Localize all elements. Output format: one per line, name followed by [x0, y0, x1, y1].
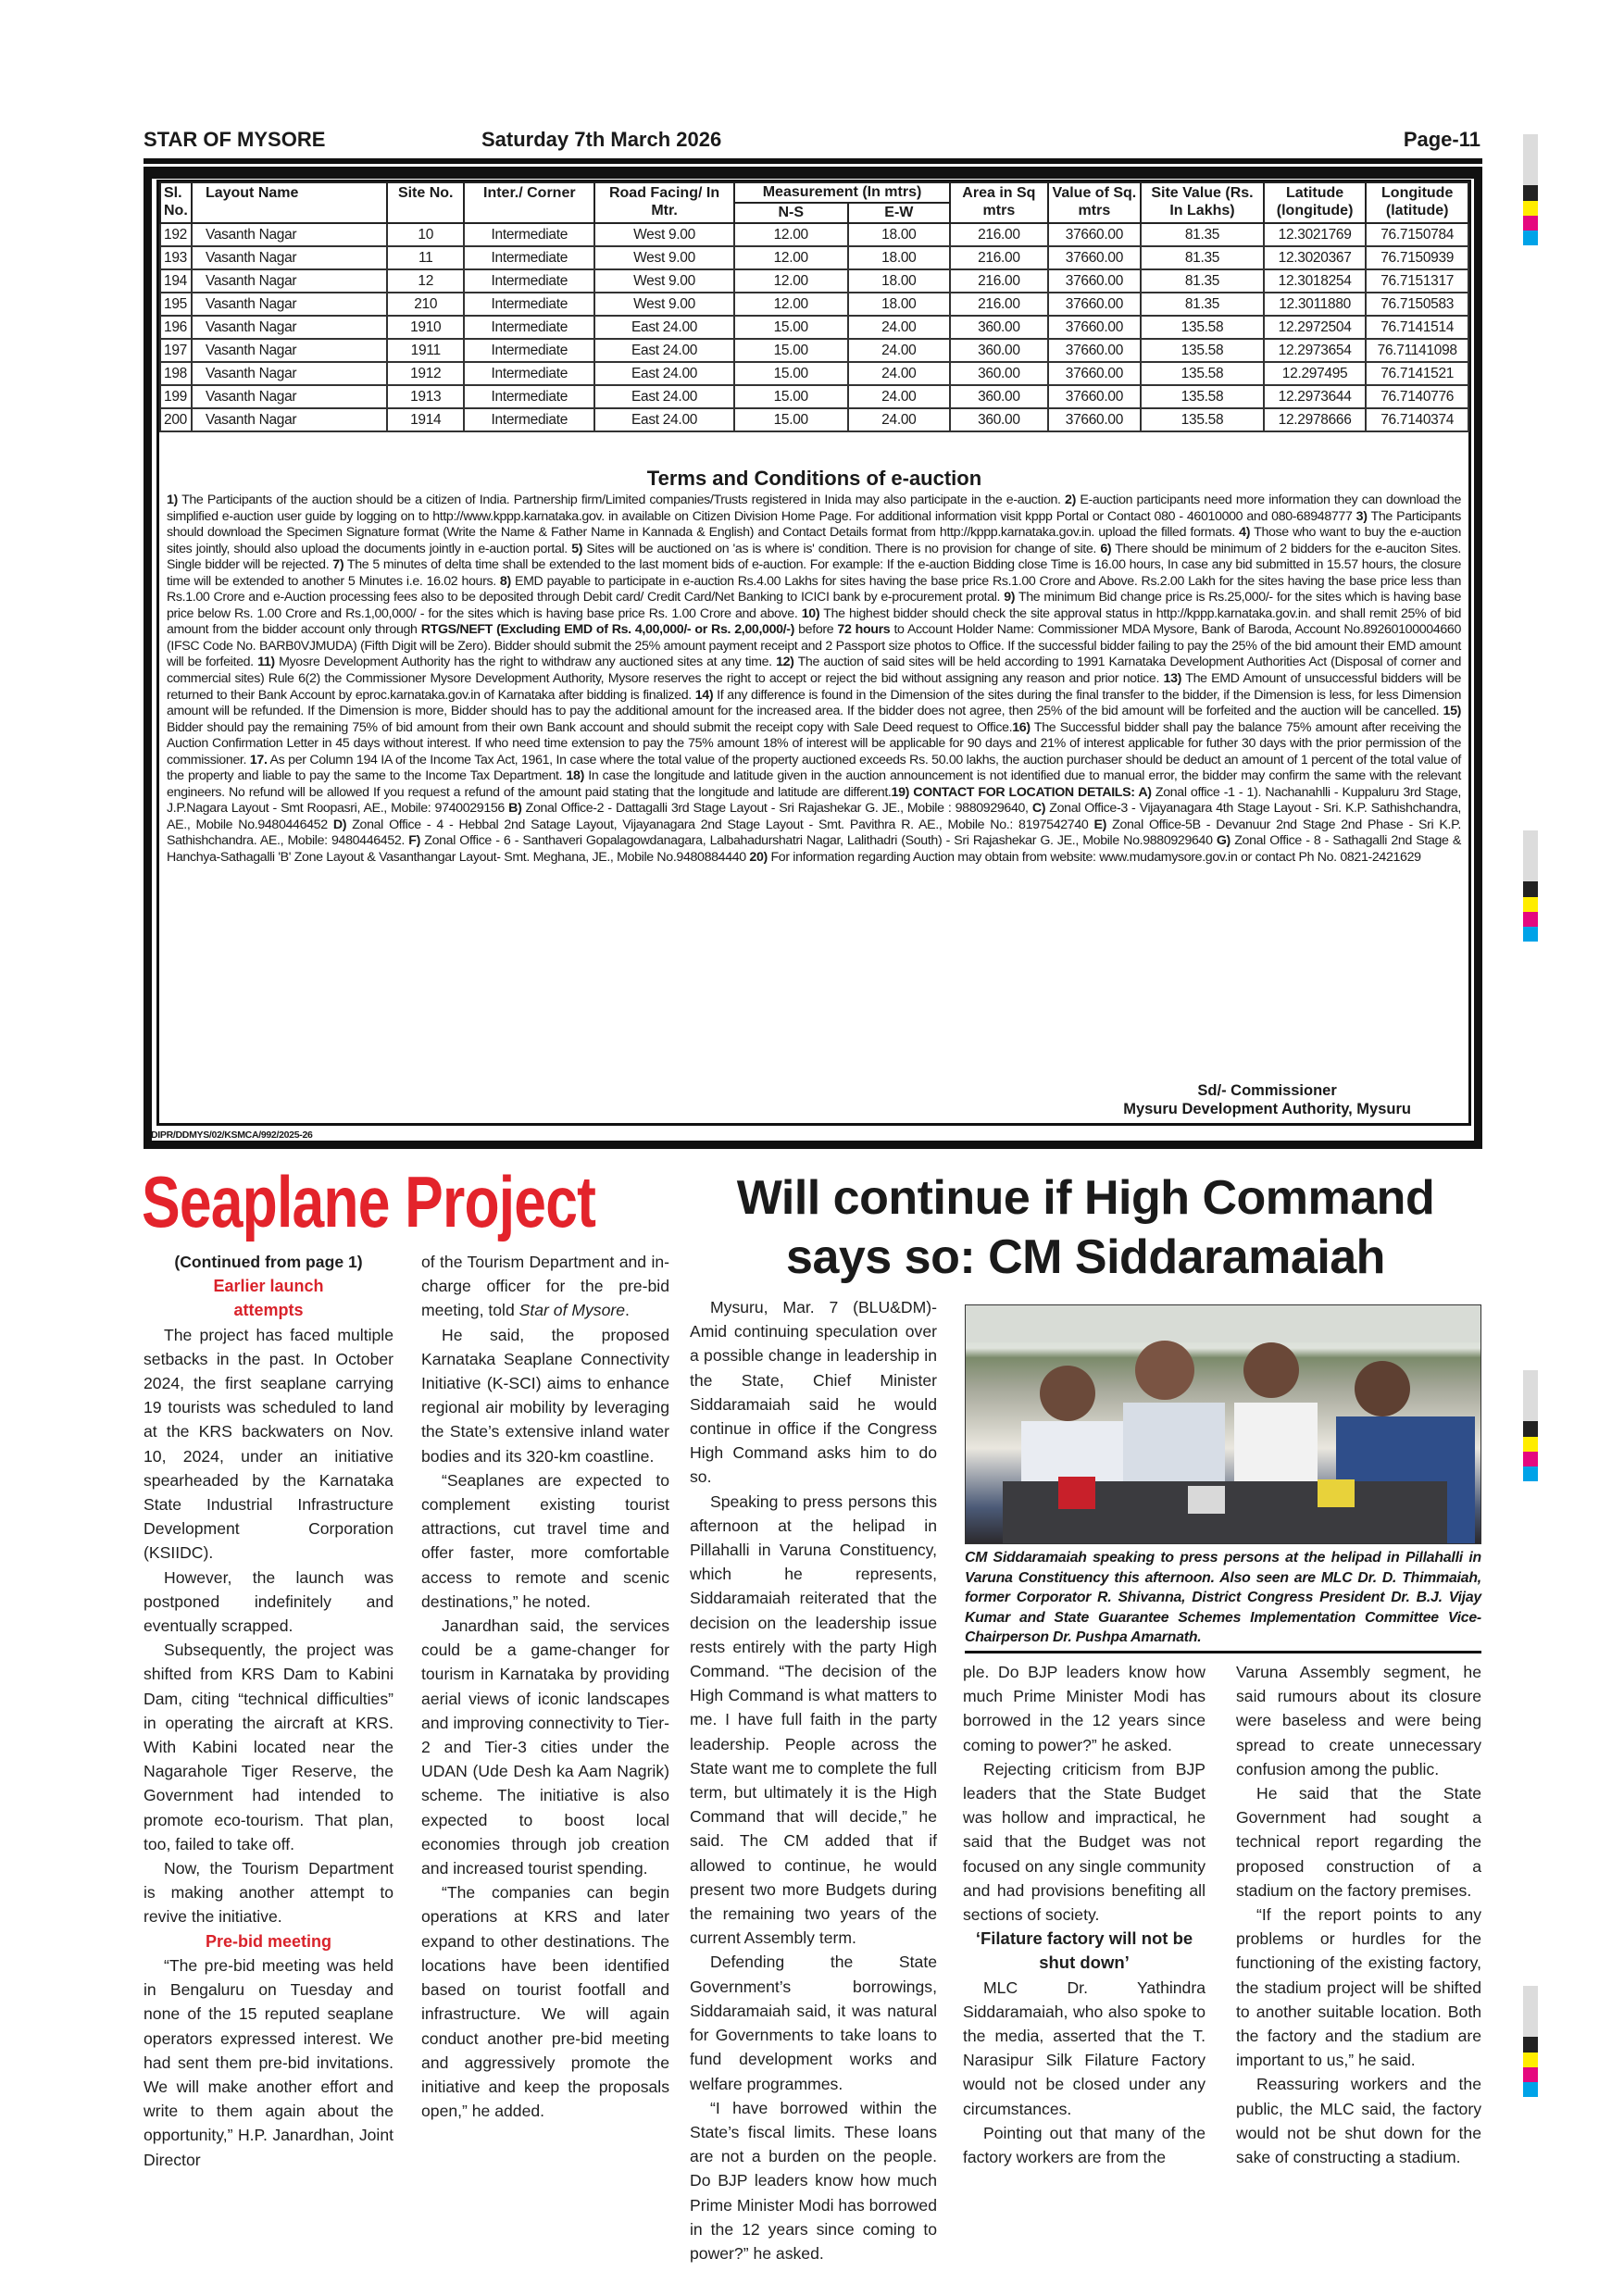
cell-road-facing: West 9.00	[594, 293, 734, 316]
col-header-layout-name: Layout Name	[192, 182, 387, 223]
cell-latitude: 12.3021769	[1264, 223, 1367, 246]
cell-ew: 24.00	[848, 339, 951, 362]
cell-ns: 12.00	[734, 223, 848, 246]
cell-latitude: 12.2973654	[1264, 339, 1367, 362]
paragraph: Defending the State Government’s borrowings, Siddaramaiah said, it was natural for Governments to take loans to fund development works and welfare programmes.	[690, 1953, 937, 2093]
cell-latitude: 12.297495	[1264, 362, 1367, 385]
publication-name: Star of Mysore	[518, 1301, 626, 1320]
cell-inter-corner: Intermediate	[464, 362, 594, 385]
photo-caption: CM Siddaramaiah speaking to press persons at the helipad in Pillahalli in Varuna Constituency this afternoon. Also seen are MLC Dr. D. Thimmaiah, former Corporator R. Shivanna, District Congress President Dr. B.J. Vijay Kumar and State Guarantee Schemes Implementation Committee Vice-Chairperson Dr. Pushpa Amarnath.	[965, 1550, 1481, 1645]
term-number: 2)	[1065, 493, 1076, 507]
signoff-authority: Mysuru Development Authority, Mysuru	[1123, 1101, 1411, 1117]
term-number: 7)	[332, 557, 344, 573]
cell-site-no: 1914	[387, 408, 464, 431]
term-number: 13)	[1163, 671, 1182, 687]
signoff	[1123, 1081, 1411, 1118]
cell-latitude: 12.2973644	[1264, 385, 1367, 408]
cell-road-facing: West 9.00	[594, 269, 734, 293]
cell-ew: 18.00	[848, 246, 951, 269]
cell-layout-name: Vasanth Nagar	[192, 362, 387, 385]
paragraph: However, the launch was postponed indefinitely and eventually scrapped.	[144, 1567, 394, 1636]
term-text: E-auction participants need more information they can download the simplified e-auction user guide by logging on to http://www.kppp.karnataka.gov. in available on Citizen Division Home Page. For additional information visit kppp Portal or Contact 080 - 46010000 and 080-68948777	[167, 493, 1461, 524]
term-number: 19) CONTACT FOR LOCATION DETAILS: A)	[891, 784, 1152, 800]
cell-site-no: 1911	[387, 339, 464, 362]
cell-longitude: 76.7140374	[1366, 408, 1468, 431]
cell-layout-name: Vasanth Nagar	[192, 339, 387, 362]
cell-area: 216.00	[950, 293, 1048, 316]
cm-column-3	[1236, 1660, 1481, 2169]
cell-sl-no: 192	[160, 223, 192, 246]
cell-value: 37660.00	[1048, 362, 1142, 385]
cell-latitude: 12.2978666	[1264, 408, 1367, 431]
term-number: 8)	[499, 573, 511, 589]
cell-inter-corner: Intermediate	[464, 408, 594, 431]
cell-ew: 24.00	[848, 385, 951, 408]
cell-area: 216.00	[950, 223, 1048, 246]
paragraph: Reassuring workers and the public, the MLC said, the factory would not be shut down for the sake of constructing a stadium.	[1236, 2075, 1481, 2167]
col-header-value: Value of Sq. mtrs	[1048, 182, 1142, 223]
subhead-filature: ‘Filature factory will not be shut down’	[975, 1928, 1193, 1973]
term-text: In case the longitude and latitude given in the auction announcement is not identified due to manual error, the bidder may confirm the same with the relevant engineers. No refund will be allowed If you request a refund of the amount paid stating that the longitude and latitude are different.	[167, 768, 1461, 800]
cell-ew: 24.00	[848, 408, 951, 431]
cell-longitude: 76.7140776	[1366, 385, 1468, 408]
cell-area: 360.00	[950, 408, 1048, 431]
cell-layout-name: Vasanth Nagar	[192, 293, 387, 316]
paragraph	[421, 1250, 669, 1323]
cell-site-value: 135.58	[1141, 316, 1264, 339]
cell-road-facing: East 24.00	[594, 408, 734, 431]
paragraph: Now, the Tourism Department is making another attempt to revive the initiative.	[144, 1859, 394, 1927]
table-row	[160, 293, 1468, 316]
term-number: 18)	[566, 768, 584, 784]
col-header-measurement: Measurement (In mtrs)	[734, 182, 950, 203]
paragraph-continued: Varuna Assembly segment, he said rumours about its closure were baseless and were being spread to create unnecessary confusion among the public.	[1236, 1663, 1481, 1778]
term-text: EMD payable to participate in e-auction Rs.4.00 Lakhs for sites having the base price Rs.1.00 Crore and Above. Rs.2.00 Lakh for the sites having the base price less than Rs.1.00 Crore and e-Auction processing fees also to be deposited through Debit card/ Credit Card/Net Banking to ICICI bank by e-procurement protal.	[167, 573, 1461, 605]
text-span: of the Tourism Department and in-charge officer for the pre-bid meeting, told	[421, 1253, 669, 1320]
table-row	[160, 269, 1468, 293]
paragraph: He said that the State Government had sought a technical report regarding the proposed construction of a stadium on the factory premises.	[1236, 1784, 1481, 1900]
term-number: C)	[1031, 801, 1046, 817]
cell-value: 37660.00	[1048, 408, 1142, 431]
seaplane-column-1	[144, 1250, 394, 2172]
cell-ns: 15.00	[734, 385, 848, 408]
cell-ew: 18.00	[848, 293, 951, 316]
col-header-latitude: Latitude (longitude)	[1264, 182, 1367, 223]
term-text: The 5 minutes of delta time shall be extended to the last moment bids of e-auction. For example: If the e-auction Bidding close Time is 16.00 hours, In case any bid submitted in 15.57 hours, the closure time will be extended to another 5 Minutes i.e. 16.02 hours.	[167, 557, 1461, 589]
cell-site-value: 81.35	[1141, 246, 1264, 269]
term-number: 10)	[801, 605, 820, 621]
term-number: D)	[332, 817, 347, 832]
col-header-ew: E-W	[848, 203, 951, 223]
term-number: 12)	[776, 655, 794, 670]
term-text: before	[794, 622, 838, 638]
press-photo	[965, 1304, 1481, 1544]
cell-area: 360.00	[950, 316, 1048, 339]
term-number: G)	[1216, 833, 1230, 849]
paragraph: Subsequently, the project was shifted from KRS Dam to Kabini Dam, citing “technical difficulties” in operating the aircraft at KRS. With Kabini located near the Nagarahole Tiger Reserve, the Government had intended to promote eco-tourism. That plan, too, failed to take off.	[144, 1641, 394, 1853]
cell-sl-no: 196	[160, 316, 192, 339]
table-row	[160, 316, 1468, 339]
term-text: The auction of said sites will be held according to 1991 Karnataka Development Authorities Act (Disposal of corner and commercial sites) Rule 6(2) the Commissioner Mysore Development Authority, Mysore reserves the right to accept or reject the bid without assigning any reason and prior notice.	[167, 655, 1461, 687]
cell-sl-no: 198	[160, 362, 192, 385]
term-number: 16)	[1012, 719, 1031, 735]
cell-ew: 24.00	[848, 362, 951, 385]
paragraph: Janardhan said, the services could be a game-changer for tourism in Karnataka by providing aerial views of iconic landscapes and improving connectivity to Tier-2 and Tier-3 cities under the UDAN (Ude Desh ka Aam Nagrik) scheme. The initiative is also expected to boost local economies through job creation and increased tourist spending.	[421, 1616, 669, 1878]
cell-inter-corner: Intermediate	[464, 293, 594, 316]
cell-ns: 12.00	[734, 293, 848, 316]
cell-longitude: 76.7151317	[1366, 269, 1468, 293]
term-number: 15)	[1443, 704, 1461, 719]
cell-site-no: 210	[387, 293, 464, 316]
paragraph: MLC Dr. Yathindra Siddaramaiah, who also spoke to the media, asserted that the T. Narasipur Silk Filature Factory would not be closed under any circumstances.	[963, 1978, 1206, 2118]
cell-site-value: 81.35	[1141, 293, 1264, 316]
paragraph: “The pre-bid meeting was held in Bengaluru on Tuesday and none of the 15 reputed seaplane operators expressed interest. We had sent them pre-bid invitations. We will make another effort and write to them again about the opportunity,” H.P. Janardhan, Joint Director	[144, 1955, 394, 2169]
cell-area: 216.00	[950, 246, 1048, 269]
col-header-ns: N-S	[734, 203, 848, 223]
cell-area: 360.00	[950, 362, 1048, 385]
term-text: The minimum Bid change price is Rs.25,000/- for the sites which is having base price below Rs. 1.00 Crore and Rs.1,00,000/ - for the sites which is having base price Rs. 1.00 Crore and above.	[167, 590, 1461, 621]
cell-longitude: 76.7150583	[1366, 293, 1468, 316]
seaplane-headline: Seaplane Project	[142, 1161, 596, 1242]
photo-placeholder-icon	[966, 1305, 1481, 1544]
cell-ns: 12.00	[734, 269, 848, 293]
cell-site-no: 11	[387, 246, 464, 269]
cell-ew: 18.00	[848, 223, 951, 246]
col-header-sl-no: Sl. No.	[160, 182, 192, 223]
cell-ns: 12.00	[734, 246, 848, 269]
cell-layout-name: Vasanth Nagar	[192, 246, 387, 269]
cm-column-2	[963, 1660, 1206, 2169]
terms-title: Terms and Conditions of e-auction	[646, 467, 982, 490]
cell-site-value: 135.58	[1141, 385, 1264, 408]
term-text: Zonal Office - 6 - Santhaveri Gopalagowdanagara, Lalbahadurshatri Nagar, Lalithadri (South) - Sri Rajashekar G. JE., Mobile No.9880929640	[419, 833, 1217, 849]
paragraph: Speaking to press persons this afternoon at the helipad in Pillahalli in Varuna Constituency, which he represents, Siddaramaiah reiterated that the decision on the leadership issue rests entirely with the party High Command. “The decision of the High Command is what matters to me. I have full faith in the party leadership. People across the State want me to complete the full term, but ultimately it is the High Command that will decide,” he said. The CM added that if allowed to continue, he would present two more Budgets during the remaining two years of the current Assembly term.	[690, 1491, 937, 1948]
paragraph: “If the report points to any problems or hurdles for the functioning of the existing factory, the stadium project will be shifted to another suitable location. Both the factory and the stadium are important to us,” he said.	[1236, 1905, 1481, 2070]
term-text: Zonal Office - 8 - Sathagalli 2nd Stage & Hanchya-Sathagalli 'B' Zone Layout & Vasanthangar Layout- Smt. Meghana, JE., Mobile No.9480884440	[167, 833, 1461, 866]
dipr-code: DIPR/DDMYS/02/KSMCA/992/2025-26	[151, 1129, 313, 1141]
cell-site-no: 12	[387, 269, 464, 293]
table-row	[160, 339, 1468, 362]
cell-longitude: 76.71141098	[1366, 339, 1468, 362]
cell-longitude: 76.7141521	[1366, 362, 1468, 385]
term-text: For information regarding Auction may obtain from website: www.mudamysore.gov.in or contact Ph No. 0821-2421629	[767, 850, 1421, 866]
cell-sl-no: 199	[160, 385, 192, 408]
term-text: Zonal Office-5B - Devanuur 2nd Stage 2nd Phase - Sri K.P. Sathishchandra. AE., Mobile: 9480446452.	[167, 817, 1461, 849]
paragraph: Mysuru, Mar. 7 (BLU&DM)- Amid continuing speculation over a possible change in leadership in the State, Chief Minister Siddaramaiah said he would continue in office if the Congress High Command asks him to do so.	[690, 1298, 937, 1487]
caption-rule	[965, 1651, 1481, 1653]
term-text: Zonal Office-3 - Vijayanagara 4th Stage Layout - Sri. K.P. Sathishchandra, AE., Mobile No.9480446452	[167, 801, 1462, 832]
paragraph: Pointing out that many of the factory workers are from the	[963, 2123, 1206, 2167]
term-text: If any difference is found in the Dimension of the sites during the final transfer to the bidder, if the Dimension is less, for less Dimension amount will be refunded. If the Dimension is more, Bidder should has to pay the additional amount for the increased area. If the bidder does not agree, then 25% of the bid amount will be forfeited and the auction will be cancelled.	[167, 687, 1461, 719]
col-header-area: Area in Sq mtrs	[950, 182, 1048, 223]
cell-sl-no: 197	[160, 339, 192, 362]
term-number: 4)	[1239, 525, 1251, 541]
cell-layout-name: Vasanth Nagar	[192, 316, 387, 339]
subhead-pre-bid: Pre-bid meeting	[205, 1931, 332, 1951]
term-number: 17.	[249, 752, 268, 767]
cell-ns: 15.00	[734, 316, 848, 339]
cell-inter-corner: Intermediate	[464, 223, 594, 246]
cell-sl-no: 200	[160, 408, 192, 431]
term-text: The highest bidder should check the site approval status in http://kppp.karnataka.gov.in. and shall remit 25% of bid amount from the bidder account only through	[167, 605, 1461, 638]
issue-date: Saturday 7th March 2026	[481, 128, 722, 151]
cell-ns: 15.00	[734, 339, 848, 362]
cell-latitude: 12.3011880	[1264, 293, 1367, 316]
cell-value: 37660.00	[1048, 223, 1142, 246]
color-registration-mark	[1523, 1986, 1538, 2097]
cell-layout-name: Vasanth Nagar	[192, 408, 387, 431]
color-registration-mark	[1523, 134, 1538, 245]
term-number: E)	[1093, 817, 1107, 832]
cell-longitude: 76.7150784	[1366, 223, 1468, 246]
term-text: Zonal Office-2 - Dattagalli 3rd Stage Layout - Sri Rajashekar G. JE., Mobile : 9880929640,	[521, 801, 1032, 817]
term-text: Bidder should pay the remaining 75% of bid amount from their own Bank account and should submit the receipt copy with Sale Deed request to Office.	[167, 719, 1013, 735]
term-number: 9)	[1004, 590, 1016, 605]
terms-body	[167, 493, 1461, 867]
term-number: F)	[408, 833, 420, 849]
color-registration-mark	[1523, 830, 1538, 942]
color-registration-mark	[1523, 1370, 1538, 1481]
cm-headline: Will continue if High Command says so: CM Siddaramaiah	[736, 1171, 1435, 1284]
cell-longitude: 76.7150939	[1366, 246, 1468, 269]
term-text: The Successful bidder shall pay the balance 75% amount after receiving the Auction Confirmation Letter in 45 days without interest. If who need time extension to pay the 75% amount 18% of interest will be applicable for 90 days and 21% of interest applicable for futher 30 days with the prior permission of the commissioner.	[167, 719, 1461, 767]
term-number: 5)	[571, 541, 583, 556]
col-header-inter-corner: Inter./ Corner	[464, 182, 594, 223]
paper-name: STAR OF MYSORE	[144, 128, 326, 151]
cell-layout-name: Vasanth Nagar	[192, 385, 387, 408]
term-number: 1)	[167, 493, 178, 507]
paragraph: He said, the proposed Karnataka Seaplane Connectivity Initiative (K-SCI) aims to enhance regional air mobility by leveraging the State’s extensive inland water bodies and its 320-km coastline.	[421, 1325, 669, 1466]
header-rule	[144, 158, 1482, 164]
cell-latitude: 12.3020367	[1264, 246, 1367, 269]
cell-site-value: 135.58	[1141, 408, 1264, 431]
cell-sl-no: 195	[160, 293, 192, 316]
cell-ns: 15.00	[734, 362, 848, 385]
cell-area: 360.00	[950, 385, 1048, 408]
table-row	[160, 246, 1468, 269]
cell-latitude: 12.2972504	[1264, 316, 1367, 339]
cell-site-value: 135.58	[1141, 362, 1264, 385]
cell-value: 37660.00	[1048, 293, 1142, 316]
signoff-title: Sd/- Commissioner	[1197, 1082, 1337, 1099]
cell-road-facing: West 9.00	[594, 223, 734, 246]
cell-road-facing: East 24.00	[594, 362, 734, 385]
cell-site-value: 81.35	[1141, 269, 1264, 293]
cell-layout-name: Vasanth Nagar	[192, 223, 387, 246]
term-number: 20)	[749, 850, 768, 866]
col-header-road-facing: Road Facing/ In Mtr.	[594, 182, 734, 223]
table-row	[160, 362, 1468, 385]
term-text: The Participants should download the Specimen Signature format (Write the Name & Father Name in Kannada & English) and Contact Details format from http://kppp.karnataka.gov.in. upload the filled formats.	[167, 508, 1462, 541]
cell-ew: 18.00	[848, 269, 951, 293]
cell-road-facing: East 24.00	[594, 385, 734, 408]
term-text: Myosre Development Authority has the right to withdraw any auctioned sites at any time.	[274, 655, 777, 670]
cell-inter-corner: Intermediate	[464, 269, 594, 293]
table-row	[160, 385, 1468, 408]
term-text: Sites will be auctioned on 'as is where is' condition. There is no provision for change of site.	[582, 541, 1101, 556]
term-text: to Account Holder Name: Commissioner MDA Mysore, Bank of Baroda, Account No.89260100004660 (IFSC Code No. BARB0VJMUDA) (Fifth Digit will be Zero). Bidder should submit the 25% amount payment receipt and 2 Passport size photos to Office. If the successful bidder failing to pay the 25% of the bid amount their EMD amount will be forfeited.	[167, 622, 1461, 670]
term-number: 72 hours	[837, 622, 891, 638]
subhead-earlier-launch: Earlier launch attempts	[213, 1277, 324, 1320]
seaplane-column-2	[421, 1250, 669, 2123]
cell-ns: 15.00	[734, 408, 848, 431]
col-header-site-no: Site No.	[387, 182, 464, 223]
cell-site-no: 1912	[387, 362, 464, 385]
term-text: Zonal office -1 - 1). Nachanahlli - Kuppaluru 3rd Stage, J.P.Nagara Layout - Smt Roopasri, AE., Mobile: 9740029156	[167, 784, 1461, 817]
cm-column-1	[690, 1295, 937, 2265]
cell-inter-corner: Intermediate	[464, 246, 594, 269]
paragraph: “The companies can begin operations at KRS and later expand to other destinations. The locations have been identified based on tourist footfall and infrastructure. We will again conduct another pre-bid meeting and aggressively promote the initiative and keep the proposals open,” he added.	[421, 1883, 669, 2121]
term-text: There should be minimum of 2 bidders for the e-auciton Sites. Single bidder will be rejected.	[167, 541, 1462, 573]
cell-value: 37660.00	[1048, 246, 1142, 269]
cell-site-value: 81.35	[1141, 223, 1264, 246]
cell-value: 37660.00	[1048, 385, 1142, 408]
cell-road-facing: West 9.00	[594, 246, 734, 269]
continued-note: (Continued from page 1)	[174, 1253, 363, 1271]
text-span: .	[625, 1301, 630, 1320]
table-row	[160, 408, 1468, 431]
paragraph: The project has faced multiple setbacks in the past. In October 2024, the first seaplane carrying 19 tourists was scheduled to land at the KRS backwaters on Nov. 10, 2024, under an initiative spearheaded by the Karnataka State Industrial Infrastructure Development Corporation (KSIIDC).	[144, 1325, 394, 1563]
term-number: B)	[508, 801, 522, 817]
term-text: Those who want to buy the e-auction sites jointly, should also upload the documents jointly in e-auction portal.	[167, 525, 1461, 556]
cell-inter-corner: Intermediate	[464, 385, 594, 408]
cell-inter-corner: Intermediate	[464, 316, 594, 339]
cell-sl-no: 193	[160, 246, 192, 269]
term-number: 3)	[1355, 508, 1368, 524]
term-number: 11)	[257, 655, 275, 670]
col-header-longitude: Longitude (latitude)	[1366, 182, 1468, 223]
paragraph: “I have borrowed within the State’s fiscal limits. These loans are not a burden on the people. Do BJP leaders know how much Prime Minister Modi has borrowed in the 12 years since coming to power?” he asked.	[690, 2098, 937, 2263]
paragraph-continued: ple. Do BJP leaders know how much Prime Minister Modi has borrowed in the 12 years since coming to power?” he asked.	[963, 1663, 1206, 1754]
sites-table	[159, 181, 1469, 432]
cell-site-no: 1910	[387, 316, 464, 339]
cell-site-no: 1913	[387, 385, 464, 408]
term-text: Zonal Office - 4 - Hebbal 2nd Satage Layout, Vijayanagara 2nd Stage Layout - Smt. Pavithra R. AE., Mobile No.: 8197542740	[346, 817, 1094, 832]
cell-road-facing: East 24.00	[594, 316, 734, 339]
cell-value: 37660.00	[1048, 269, 1142, 293]
term-text: The EMD Amount of unsuccessful bidders will be returned to their Bank Account by eproc.karnataka.gov.in of Karnataka after bidding is finalized.	[167, 671, 1461, 703]
term-number: 14)	[694, 687, 714, 703]
cell-longitude: 76.7141514	[1366, 316, 1468, 339]
cell-road-facing: East 24.00	[594, 339, 734, 362]
col-header-site-value: Site Value (Rs. In Lakhs)	[1141, 182, 1264, 223]
cell-sl-no: 194	[160, 269, 192, 293]
term-text: The Participants of the auction should be a citizen of India. Partnership firm/Limited companies/Trusts registered in Inida may also participate in the e-auction.	[177, 493, 1066, 507]
cell-site-no: 10	[387, 223, 464, 246]
term-text: As per Column 194 IA of the Income Tax Act, 1961, In case where the total value of the property auctioned exceeds Rs. 50.00 lakhs, the auction purchaser should be deduct an amount of 1 percent of the total value of the property and liable to pay the same to the Income Tax Department.	[167, 752, 1461, 784]
cell-value: 37660.00	[1048, 316, 1142, 339]
cell-inter-corner: Intermediate	[464, 339, 594, 362]
table-row	[160, 223, 1468, 246]
cell-area: 216.00	[950, 269, 1048, 293]
cell-layout-name: Vasanth Nagar	[192, 269, 387, 293]
cell-value: 37660.00	[1048, 339, 1142, 362]
paragraph: Rejecting criticism from BJP leaders that the State Budget was hollow and impractical, he said that the Budget was not focused on any single community and had provisions benefiting all sections of society.	[963, 1759, 1206, 1925]
page-number: Page-11	[1403, 128, 1480, 151]
cell-ew: 24.00	[848, 316, 951, 339]
cell-latitude: 12.3018254	[1264, 269, 1367, 293]
term-number: 6)	[1100, 541, 1112, 556]
paragraph: “Seaplanes are expected to complement existing tourist attractions, cut travel time and offer faster, more comfortable access to remote and scenic destinations,” he noted.	[421, 1470, 669, 1611]
cell-site-value: 135.58	[1141, 339, 1264, 362]
term-number: RTGS/NEFT (Excluding EMD of Rs. 4,00,000/- or Rs. 2,00,000/-)	[420, 622, 794, 638]
cell-area: 360.00	[950, 339, 1048, 362]
